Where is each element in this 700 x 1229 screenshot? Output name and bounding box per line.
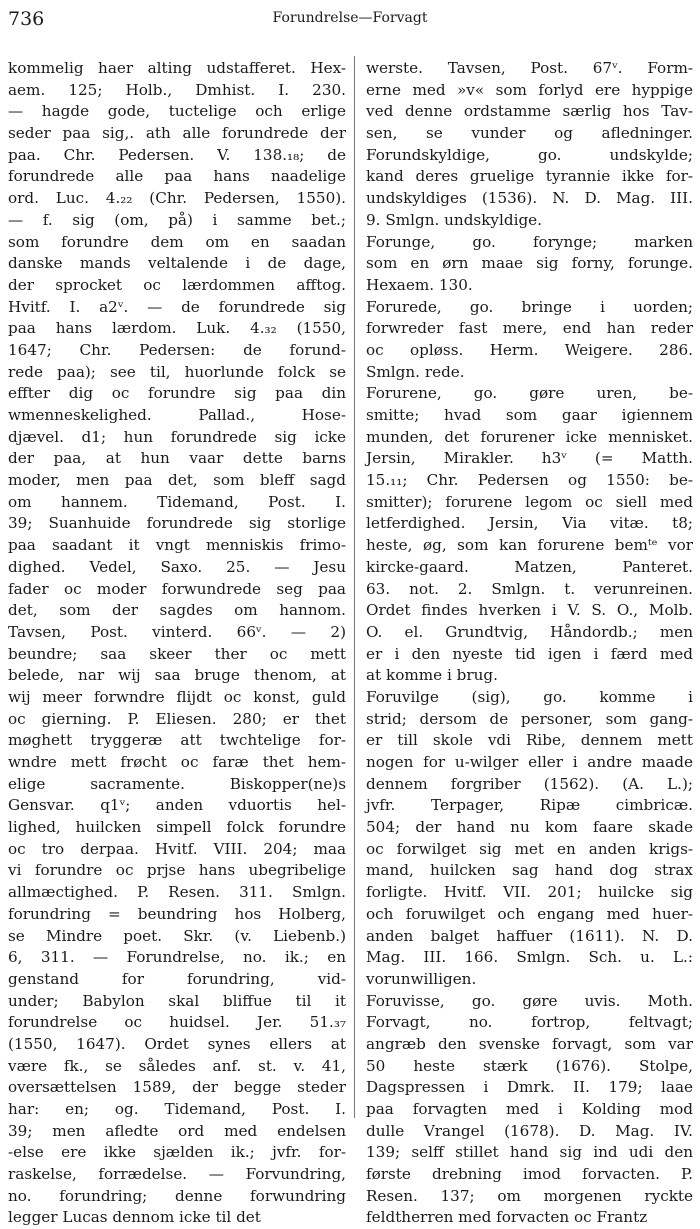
text-line: se Mindre poet. Skr. (v. Liebenb.) (8, 926, 346, 945)
text-line: oc forwilget sig met en anden krigs- (366, 839, 693, 858)
text-line: 39; Suanhuide forundrede sig storlige (8, 514, 346, 533)
page-number: 736 (8, 8, 45, 30)
text-line: och foruwilget och engang med huer- (366, 904, 693, 923)
text-line: effter dig oc forundre sig paa din (8, 384, 346, 403)
text-line: dennem forgriber (1562). (A. L.); (366, 774, 693, 793)
page-header (0, 6, 700, 32)
text-line: forwreder fast mere, end han reder (366, 319, 693, 338)
text-line: fader oc moder forwundrede seg paa (8, 579, 346, 598)
text-line: Foruvilge (sig), go. komme i (366, 687, 693, 706)
text-line: lighed, huilcken simpell folck forundre (8, 818, 346, 837)
text-line: Smlgn. rede. (366, 362, 465, 381)
text-line: werste. Tavsen, Post. 67ᵛ. Form- (366, 59, 693, 77)
text-line: mand, huilcken sag hand dog strax (366, 861, 693, 880)
text-line: vi forundre oc prjse hans ubegribelige (8, 861, 346, 880)
text-line: -else ere ikke sjælden ik.; jvfr. for- (8, 1143, 346, 1162)
text-line: angræb den svenske forvagt, som var (366, 1034, 693, 1053)
text-line: nogen for u-wilger eller i andre maade (366, 753, 693, 771)
text-line: smitter); forurene legom oc siell med (366, 492, 693, 511)
text-line: ved denne ordstamme særlig hos Tav- (366, 102, 693, 121)
text-line: wndre mett frøcht oc faræ thet hem- (8, 753, 346, 771)
text-line: wij meer forwndre flijdt oc konst, guld (8, 687, 346, 706)
text-line: vorunwilligen. (366, 969, 477, 988)
text-line: Resen. 137; om morgenen ryckte (366, 1186, 693, 1205)
text-line: som en ørn maae sig forny, forunge. (366, 254, 693, 273)
text-line: Forundskyldige, go. undskylde; (366, 145, 693, 164)
text-line: under; Babylon skal bliffue til it (8, 991, 346, 1010)
text-line: feldtherren med forvacten oc Frantz (366, 1208, 648, 1227)
text-line: smitte; hvad som gaar igiennem (366, 406, 693, 424)
text-line: kircke-gaard. Matzen, Panteret. (366, 557, 693, 576)
text-line: oc opløss. Herm. Weigere. 286. (366, 340, 693, 359)
text-line: forundring = beundring hos Holberg, (8, 904, 346, 923)
text-line: belede, nar wij saa bruge thenom, at (8, 666, 346, 685)
text-line: undskyldiges (1536). N. D. Mag. III. (366, 189, 693, 208)
text-line: Ordet findes hverken i V. S. O., Molb. (366, 601, 693, 620)
text-line: seder paa sig,. ath alle forundrede der (8, 124, 346, 143)
text-line: Forvagt, no. fortrop, feltvagt; (366, 1013, 693, 1032)
text-line: oversættelsen 1589, der begge steder (8, 1078, 346, 1097)
text-line: 50 heste stærk (1676). Stolpe, (366, 1056, 693, 1075)
text-line: Mag. III. 166. Smlgn. Sch. u. L.: (366, 948, 693, 967)
text-line: møghett tryggeræ att twchtelige for- (8, 731, 346, 750)
text-line: Forurede, go. bringe i uorden; (366, 297, 693, 316)
text-line: munden, det forurener icke mennisket. (366, 427, 693, 446)
text-line: Hexaem. 130. (366, 275, 473, 294)
text-line: der sprocket oc lærdommen afftog. (8, 275, 346, 294)
text-line: Foruvisse, go. gøre uvis. Moth. (366, 991, 693, 1010)
text-line: der paa, at hun vaar dette barns (8, 449, 346, 468)
text-line: forundrelse oc huidsel. Jer. 51.₃₇ (8, 1013, 346, 1032)
text-line: danske mands veltalende i de dage, (8, 254, 346, 273)
text-line: som forundre dem om en saadan (8, 232, 346, 251)
right-column (366, 58, 693, 1229)
text-line: det, som der sagdes om hannom. (8, 601, 346, 620)
text-line: være fk., se således anf. st. v. 41, (8, 1056, 346, 1075)
text-line: paa saadant it vngt menniskis frimo- (8, 536, 346, 555)
text-line: dulle Vrangel (1678). D. Mag. IV. (366, 1121, 693, 1140)
text-line: er till skole vdi Ribe, dennem mett (366, 731, 693, 750)
text-line: første drebning imod forvacten. P. (366, 1165, 693, 1184)
text-line: Dagspressen i Dmrk. II. 179; laae (366, 1078, 693, 1097)
text-line: allmæctighed. P. Resen. 311. Smlgn. (8, 883, 346, 902)
text-line: 1647; Chr. Pedersen: de forund- (8, 340, 346, 359)
text-line: Forurene, go. gøre uren, be- (366, 384, 693, 403)
text-line: O. el. Grundtvig, Håndordb.; men (366, 622, 693, 641)
text-line: kommelig haer alting udstafferet. Hex- (8, 59, 346, 77)
text-line: — hagde gode, tuctelige och erlige (8, 102, 346, 121)
text-line: sen, se vunder og afledninger. (366, 124, 693, 143)
text-line: forligte. Hvitf. VII. 201; huilcke sig (366, 883, 693, 902)
text-line: om hannem. Tidemand, Post. I. (8, 492, 346, 511)
text-line: letferdighed. Jersin, Via vitæ. t8; (366, 514, 693, 533)
text-line: oc tro derpaa. Hvitf. VIII. 204; maa (8, 839, 346, 858)
text-line: oc gierning. P. Eliesen. 280; er thet (8, 709, 346, 728)
text-line: 15.₁₁; Chr. Pedersen og 1550: be- (366, 471, 693, 490)
text-line: heste, øg, som kan forurene bemᵗᵉ vor (366, 536, 693, 555)
text-line: 139; selff stillet hand sig ind udi den (366, 1143, 693, 1162)
text-line: moder, men paa det, som bleff sagd (8, 471, 346, 490)
text-line: Forunge, go. forynge; marken (366, 232, 693, 251)
text-line: 6, 311. — Forundrelse, no. ik.; en (8, 948, 346, 967)
text-line: legger Lucas dennom icke til det (8, 1208, 261, 1227)
text-line: erne med »v« som forlyd ere hyppige (366, 80, 693, 99)
text-line: paa hans lærdom. Luk. 4.₃₂ (1550, (8, 319, 346, 338)
text-line: forundrede alle paa hans naadelige (8, 167, 346, 186)
text-line: 504; der hand nu kom faare skade (366, 818, 693, 837)
text-line: paa forvagten med i Kolding mod (366, 1100, 693, 1118)
text-line: — f. sig (om, på) i samme bet.; (8, 210, 346, 229)
text-line: kand deres gruelige tyrannie ikke for- (366, 167, 693, 186)
text-line: raskelse, forrædelse. — Forvundring, (8, 1165, 346, 1184)
text-line: Gensvar. q1ᵛ; anden vduortis hel- (8, 796, 346, 815)
text-line: aem. 125; Holb., Dmhist. I. 230. (8, 80, 346, 99)
text-line: Hvitf. I. a2ᵛ. — de forundrede sig (8, 297, 346, 316)
running-title: Forundrelse—Forvagt (272, 10, 428, 26)
text-line: rede paa); see til, huorlunde folck se (8, 362, 346, 381)
text-line: paa. Chr. Pedersen. V. 138.₁₈; de (8, 145, 346, 164)
text-line: no. forundring; denne forwundring (8, 1186, 346, 1205)
text-line: djævel. d1; hun forundrede sig icke (8, 427, 346, 446)
text-line: er i den nyeste tid igen i færd med (366, 644, 693, 663)
text-line: ord. Luc. 4.₂₂ (Chr. Pedersen, 1550). (8, 189, 346, 208)
text-line: Jersin, Mirakler. h3ᵛ (= Matth. (366, 449, 693, 468)
text-line: jvfr. Terpager, Ripæ cimbricæ. (366, 796, 693, 815)
text-line: 9. Smlgn. undskyldige. (366, 210, 542, 229)
text-line: dighed. Vedel, Saxo. 25. — Jesu (8, 557, 346, 576)
column-divider (354, 56, 355, 1118)
text-line: beundre; saa skeer ther oc mett (8, 644, 346, 663)
text-line: genstand for forundring, vid- (8, 969, 346, 988)
text-line: at komme i brug. (366, 666, 498, 685)
text-line: har: en; og. Tidemand, Post. I. (8, 1100, 346, 1118)
text-line: 63. not. 2. Smlgn. t. verunreinen. (366, 579, 693, 598)
text-line: Tavsen, Post. vinterd. 66ᵛ. — 2) (8, 622, 346, 641)
text-line: strid; dersom de personer, som gang- (366, 709, 693, 728)
left-column (8, 58, 346, 1229)
text-line: elige sacramente. Biskopper(ne)s (8, 774, 346, 793)
text-line: anden balget haffuer (1611). N. D. (366, 926, 693, 945)
text-line: 39; men afledte ord med endelsen (8, 1121, 346, 1140)
text-line: (1550, 1647). Ordet synes ellers at (8, 1034, 346, 1053)
text-line: wmenneskelighed. Pallad., Hose- (8, 406, 346, 424)
